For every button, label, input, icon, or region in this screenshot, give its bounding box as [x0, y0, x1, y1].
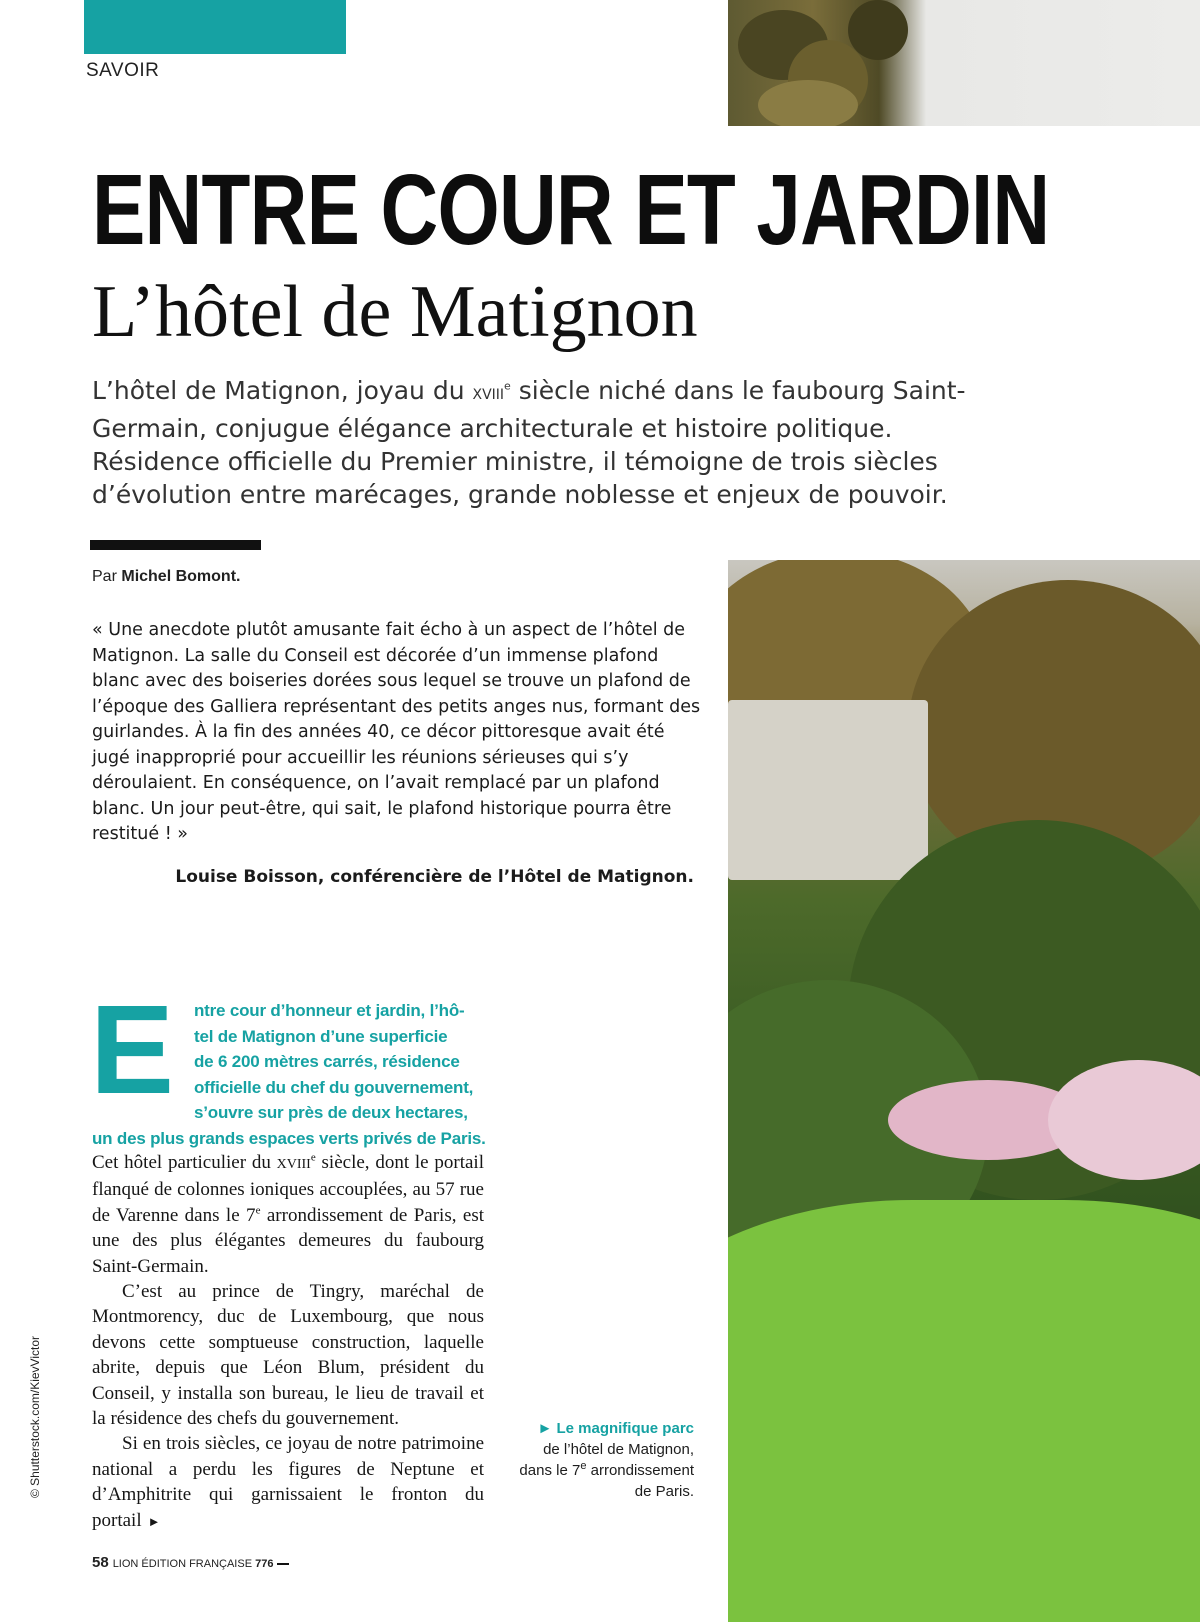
page-footer: 58 LION ÉDITION FRANÇAISE 776 [92, 1554, 289, 1571]
photo-caption: ► Le magnifique parc de l’hôtel de Matignon, dans le 7e arrondissement de Paris. [519, 1420, 694, 1500]
article-lead: L’hôtel de Matignon, joyau du XVIIIe siècle niché dans le faubourg Saint-Germain, conjugue élégance architecturale et histoire politique. Résidence officielle du Premier ministre, il témoigne de trois siècles d’évolution entre marécages, grande noblesse et enjeux de pouvoir. [92, 376, 966, 509]
body-paragraph-1: Cet hôtel particulier du XVIIIe siècle, dont le portail flanqué de colonnes ioniques accouplées, au 57 rue de Varenne dans le 7e arrondissement de Paris, est une des plus élégantes demeures du faubourg Saint-Germain. [92, 1151, 484, 1277]
byline-author: Michel Bomont. [121, 568, 241, 585]
article-intro: ntre cour d’honneur et jardin, l’hô- tel de Matignon d’une superficie de 6 200 mètres carrés, résidence officielle du chef du gouvernement, s’ouvre sur près de deux hectares, un des plus grands espaces verts privés de Paris. [92, 1001, 486, 1148]
continue-arrow-icon: ► [147, 1513, 161, 1529]
page-number: 58 [92, 1554, 109, 1571]
quote-attribution: Louise Boisson, conférencière de l’Hôtel de Matignon. [175, 867, 694, 887]
section-color-bar [84, 0, 346, 54]
article-title: ENTRE COUR ET JARDIN [92, 154, 1050, 266]
top-photo-foliage [728, 0, 1200, 126]
divider-rule [90, 540, 261, 550]
park-photo [728, 560, 1200, 1622]
byline: Par Michel Bomont. [92, 568, 241, 585]
pull-quote: « Une anecdote plutôt amusante fait écho à un aspect de l’hôtel de Matignon. La salle du Conseil est décorée d’un immense plafond blanc avec des boiseries dorées sous lequel se trouve un plafond de l’époque des Galliera représentant des petits anges nus, formant des guirlandes. À la fin des années 40, ce décor pittoresque avait été jugé inapproprié pour accueillir les réunions sérieuses qui s’y déroulaient. En conséquence, on l’avait remplacé par un plafond blanc. Un jour peut-être, qui sait, le plafond historique pourra être restitué ! » [92, 620, 701, 844]
body-paragraph-3: Si en trois siècles, ce joyau de notre patrimoine national a perdu les figures de Neptune et d’Amphitrite qui garnissaient le fronton du portail ► [92, 1433, 484, 1531]
article-subtitle: L’hôtel de Matignon [92, 271, 698, 353]
section-label: SAVOIR [86, 60, 160, 81]
photo-credit: © Shutterstock.com/KievVictor [28, 1335, 42, 1498]
body-paragraph-2: C’est au prince de Tingry, maréchal de Montmorency, duc de Luxembourg, que nous devons cette somptueuse construction, laquelle abrite, depuis que Léon Blum, président du Conseil, y installa son bureau, le lieu de travail et la résidence des chefs du gouvernement. [92, 1281, 484, 1430]
article-body [92, 1150, 484, 1534]
drop-cap: E [90, 1002, 175, 1097]
